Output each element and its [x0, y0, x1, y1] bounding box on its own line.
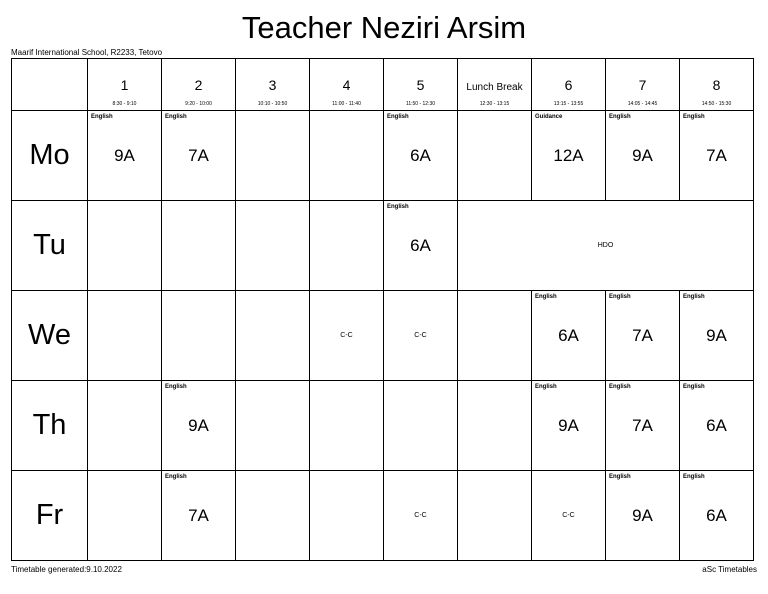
- lesson-cell: [162, 471, 236, 561]
- day-label: Th: [12, 381, 88, 471]
- lesson-class: 7A: [632, 416, 653, 435]
- day-label: Mo: [12, 111, 88, 201]
- lesson-subject: English: [91, 114, 113, 120]
- empty-cell: [310, 471, 384, 561]
- lesson-subject: English: [683, 384, 705, 390]
- generated-date: Timetable generated:9.10.2022: [11, 565, 122, 574]
- empty-cell: [458, 111, 532, 201]
- lesson-cell: [606, 291, 680, 381]
- period-number: 3: [268, 77, 277, 93]
- period-header: [310, 59, 384, 111]
- day-row: [12, 111, 754, 201]
- day-label: Fr: [12, 471, 88, 561]
- lesson-class: 9A: [114, 146, 135, 165]
- lesson-subject: Guidance: [535, 114, 563, 120]
- period-header: [606, 59, 680, 111]
- lesson-class: 7A: [632, 326, 653, 345]
- period-header-row: [12, 59, 754, 111]
- school-name: Maarif International School, R2233, Tetovo: [11, 48, 163, 57]
- period-number: 1: [120, 77, 129, 93]
- span-cell: [458, 201, 754, 291]
- lesson-class: 6A: [558, 326, 579, 345]
- lesson-class: 12A: [553, 146, 584, 165]
- lesson-subject: English: [609, 384, 631, 390]
- lesson-class: 9A: [632, 146, 653, 165]
- period-time: 11:50 - 12:30: [405, 101, 436, 107]
- period-number: 2: [194, 77, 203, 93]
- period-time: 11:00 - 11:40: [332, 101, 361, 107]
- period-header: [458, 59, 532, 111]
- empty-cell: [88, 291, 162, 381]
- brand-label: aSc Timetables: [702, 565, 757, 574]
- lesson-cell: [680, 471, 754, 561]
- period-time: 12:30 - 13:15: [479, 101, 510, 107]
- lesson-class: 6A: [410, 236, 431, 255]
- empty-cell: [88, 471, 162, 561]
- lesson-cell: [384, 201, 458, 291]
- day-label: We: [12, 291, 88, 381]
- empty-cell: [458, 291, 532, 381]
- empty-cell: [310, 381, 384, 471]
- empty-cell: [458, 471, 532, 561]
- lesson-cell: [532, 291, 606, 381]
- period-header: [680, 59, 754, 111]
- empty-cell: [162, 201, 236, 291]
- period-header: [236, 59, 310, 111]
- empty-cell: [88, 381, 162, 471]
- lesson-cell: [384, 291, 458, 381]
- lesson-cell: [680, 291, 754, 381]
- lesson-subject: English: [609, 114, 631, 120]
- period-number: 8: [712, 77, 721, 93]
- empty-cell: [236, 471, 310, 561]
- span-label: HDO: [597, 242, 614, 249]
- lesson-cell: [162, 111, 236, 201]
- empty-cell: [310, 111, 384, 201]
- day-row: [12, 201, 754, 291]
- empty-cell: [88, 201, 162, 291]
- empty-cell: [384, 381, 458, 471]
- period-header: [532, 59, 606, 111]
- lesson-subject: English: [535, 294, 557, 300]
- period-header: [162, 59, 236, 111]
- lesson-note: C-C: [414, 512, 427, 519]
- empty-cell: [236, 111, 310, 201]
- lesson-subject: English: [683, 474, 705, 480]
- lesson-subject: English: [683, 294, 705, 300]
- period-number: 7: [638, 77, 647, 93]
- corner-cell: [12, 59, 88, 111]
- lesson-cell: [532, 471, 606, 561]
- period-time: 14:05 - 14:45: [627, 101, 658, 107]
- lesson-cell: [310, 291, 384, 381]
- lesson-cell: [384, 471, 458, 561]
- empty-cell: [236, 201, 310, 291]
- day-label: Tu: [12, 201, 88, 291]
- lesson-class: 9A: [706, 326, 727, 345]
- day-row: [12, 381, 754, 471]
- period-number: 5: [416, 77, 425, 93]
- empty-cell: [458, 381, 532, 471]
- empty-cell: [310, 201, 384, 291]
- lesson-cell: [532, 111, 606, 201]
- lesson-class: 6A: [706, 506, 727, 525]
- lesson-subject: English: [609, 474, 631, 480]
- period-time: 8:30 - 9:10: [112, 101, 137, 107]
- lesson-cell: [384, 111, 458, 201]
- lesson-note: C-C: [562, 512, 575, 519]
- lesson-subject: English: [165, 114, 187, 120]
- period-time: 9:20 - 10:00: [185, 101, 212, 107]
- lesson-subject: English: [535, 384, 557, 390]
- period-time: 14:50 - 15:30: [701, 101, 732, 107]
- timetable-grid: [11, 58, 754, 561]
- lesson-note: C-C: [340, 332, 353, 339]
- period-time: 10:10 - 10:50: [257, 101, 288, 107]
- period-header: [384, 59, 458, 111]
- lesson-subject: English: [387, 204, 409, 210]
- lesson-class: 9A: [632, 506, 653, 525]
- lesson-subject: English: [609, 294, 631, 300]
- lesson-cell: [606, 381, 680, 471]
- lesson-subject: English: [387, 114, 409, 120]
- lesson-cell: [162, 381, 236, 471]
- lesson-cell: [606, 471, 680, 561]
- empty-cell: [236, 291, 310, 381]
- lesson-note: C-C: [414, 332, 427, 339]
- day-row: [12, 291, 754, 381]
- period-number: 4: [342, 77, 351, 93]
- lesson-class: 6A: [706, 416, 727, 435]
- empty-cell: [162, 291, 236, 381]
- period-time: 13:15 - 13:55: [553, 101, 584, 107]
- lesson-class: 7A: [188, 506, 209, 525]
- empty-cell: [236, 381, 310, 471]
- lesson-cell: [532, 381, 606, 471]
- lesson-class: 7A: [706, 146, 727, 165]
- lesson-class: 7A: [188, 146, 209, 165]
- lesson-class: 9A: [188, 416, 209, 435]
- lesson-class: 6A: [410, 146, 431, 165]
- lesson-cell: [606, 111, 680, 201]
- period-header: [88, 59, 162, 111]
- lesson-class: 9A: [558, 416, 579, 435]
- day-row: [12, 471, 754, 561]
- period-number: Lunch Break: [466, 82, 523, 93]
- lesson-subject: English: [165, 474, 187, 480]
- lesson-cell: [88, 111, 162, 201]
- lesson-cell: [680, 111, 754, 201]
- period-number: 6: [564, 77, 573, 93]
- lesson-subject: English: [165, 384, 187, 390]
- lesson-subject: English: [683, 114, 705, 120]
- lesson-cell: [680, 381, 754, 471]
- page-title: Teacher Neziri Arsim: [241, 10, 527, 45]
